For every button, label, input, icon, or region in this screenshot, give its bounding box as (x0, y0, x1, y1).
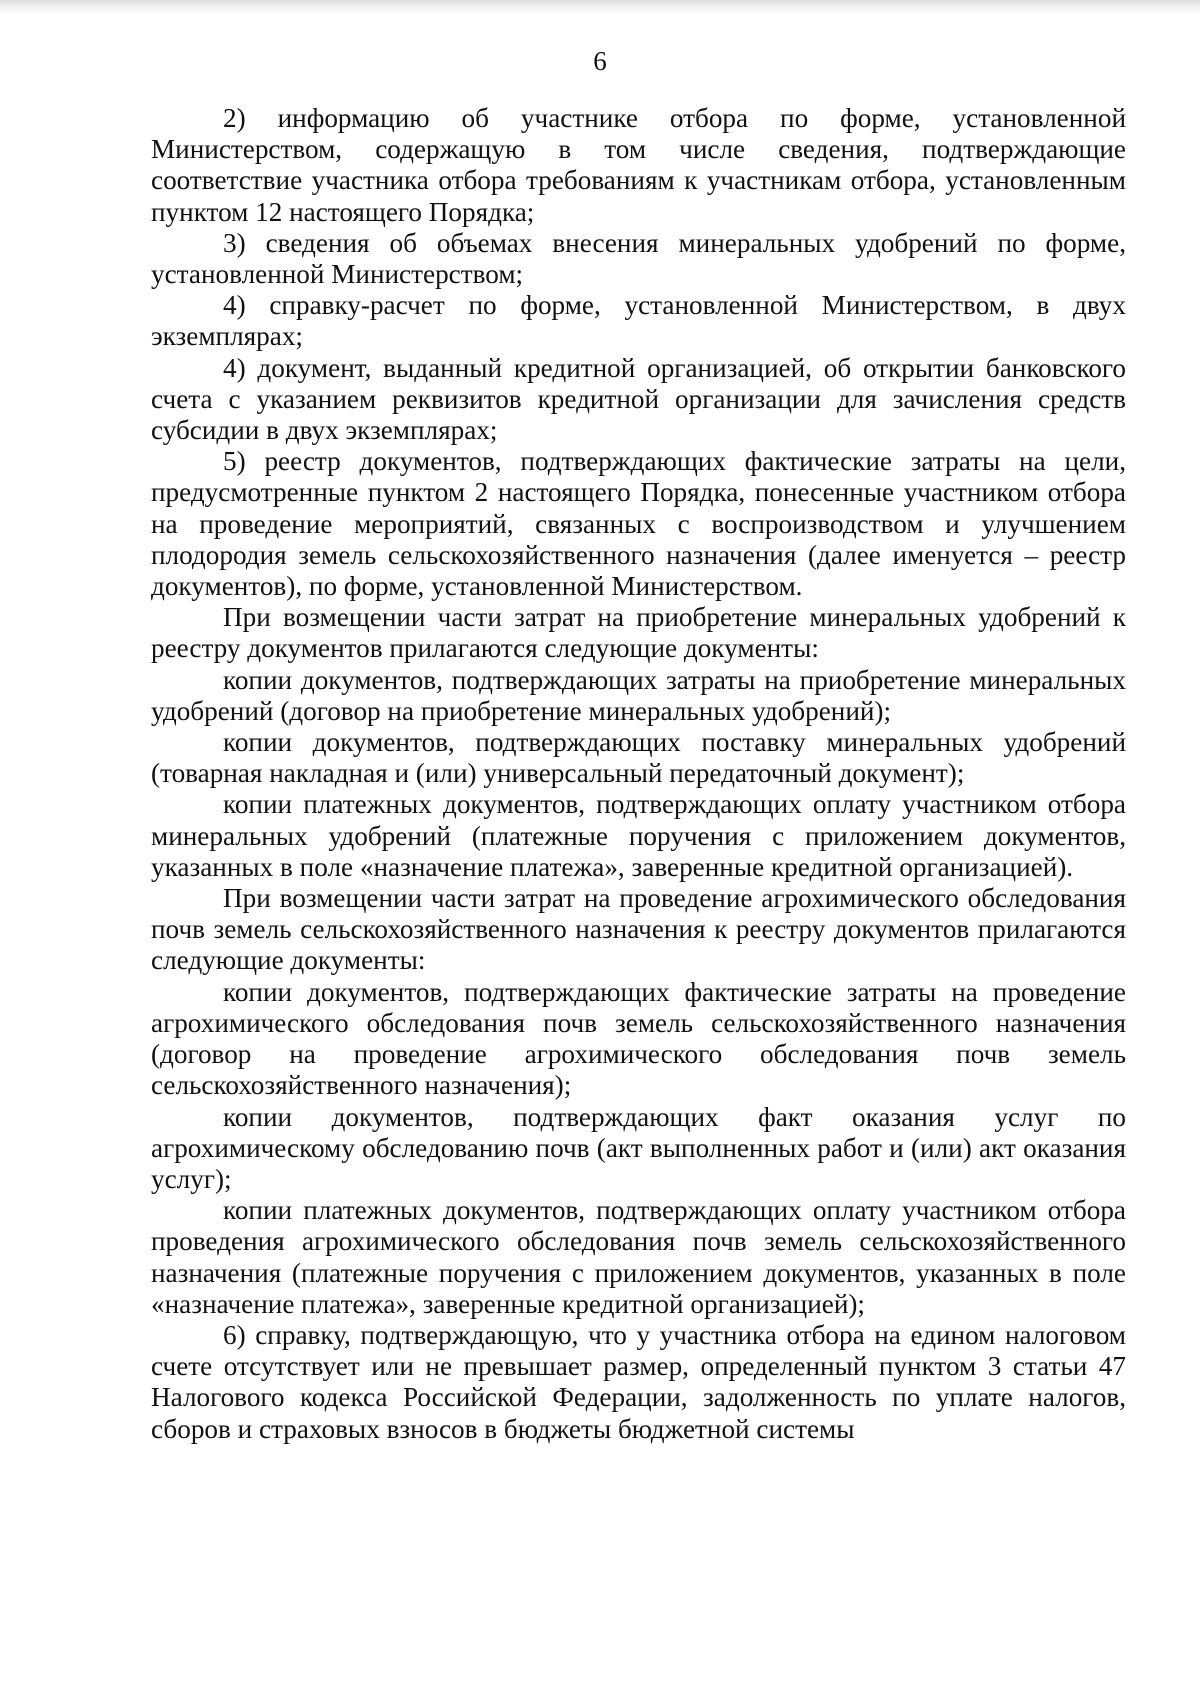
paragraph-soil-survey-payment-copies: копии платежных документов, подтверждающих оплату участником отбора проведения агрохимического обследования почв земель сельскохозяйственного назначения (платежные поручения с приложением документов, указанных в поле «назначение платежа», заверенные кредитной организацией); (151, 1195, 1126, 1319)
paragraph-soil-survey-service-copies: копии документов, подтверждающих факт оказания услуг по агрохимическому обследованию почв (акт выполненных работ и (или) акт оказания услуг); (151, 1101, 1126, 1194)
paragraph-soil-survey-contract-copies: копии документов, подтверждающих фактические затраты на проведение агрохимического обследования почв земель сельскохозяйственного назначения (договор на проведение агрохимического обследования почв земель сельскохозяйственного назначения); (151, 976, 1126, 1101)
paragraph-fertilizer-payment-copies: копии платежных документов, подтверждающих оплату участником отбора минеральных удобрений (платежные поручения с приложением документов, указанных в поле «назначение платежа», заверенные кредитной организацией). (151, 789, 1126, 882)
paragraph-fertilizer-contract-copies: копии документов, подтверждающих затраты на приобретение минеральных удобрений (договор на приобретение минеральных удобрений); (151, 664, 1126, 726)
paragraph-item-6-tax-certificate: 6) справку, подтверждающую, что у участника отбора на едином налоговом счете отсутствует или не превышает размер, определенный пунктом 3 статьи 47 Налогового кодекса Российской Федерации, задолженность по уплате налогов, сборов и страховых взносов в бюджеты бюджетной системы (151, 1319, 1126, 1444)
paragraph-item-4-calculation: 4) справку-расчет по форме, установленной Министерством, в двух экземплярах; (151, 290, 1126, 352)
paragraph-soil-survey-intro: При возмещении части затрат на проведение агрохимического обследования почв земель сельскохозяйственного назначения к реестру документов прилагаются следующие документы: (151, 883, 1126, 976)
paragraph-item-2-participant-info: 2) информацию об участнике отбора по форме, установленной Министерством, содержащую в том числе сведения, подтверждающие соответствие участника отбора требованиям к участникам отбора, установленным пунктом 12 настоящего Порядка; (151, 103, 1126, 227)
paragraph-fertilizer-intro: При возмещении части затрат на приобретение минеральных удобрений к реестру документов прилагаются следующие документы: (151, 602, 1126, 664)
page-number: 6 (593, 46, 607, 76)
paragraph-item-4-bank-account: 4) документ, выданный кредитной организацией, об открытии банковского счета с указанием реквизитов кредитной организации для зачисления средств субсидии в двух экземплярах; (151, 352, 1126, 446)
paragraph-item-3-fertilizer-volumes: 3) сведения об объемах внесения минеральных удобрений по форме, установленной Министерством; (151, 227, 1126, 290)
document-body (151, 103, 1126, 1445)
paragraph-fertilizer-delivery-copies: копии документов, подтверждающих поставку минеральных удобрений (товарная накладная и (или) универсальный передаточный документ); (151, 727, 1126, 789)
paragraph-item-5-document-registry: 5) реестр документов, подтверждающих фактические затраты на цели, предусмотренные пунктом 2 настоящего Порядка, понесенные участником отбора на проведение мероприятий, связанных с воспроизводством и улучшением плодородия земель сельскохозяйственного назначения (далее именуется – реестр документов), по форме, установленной Министерством. (151, 446, 1126, 602)
